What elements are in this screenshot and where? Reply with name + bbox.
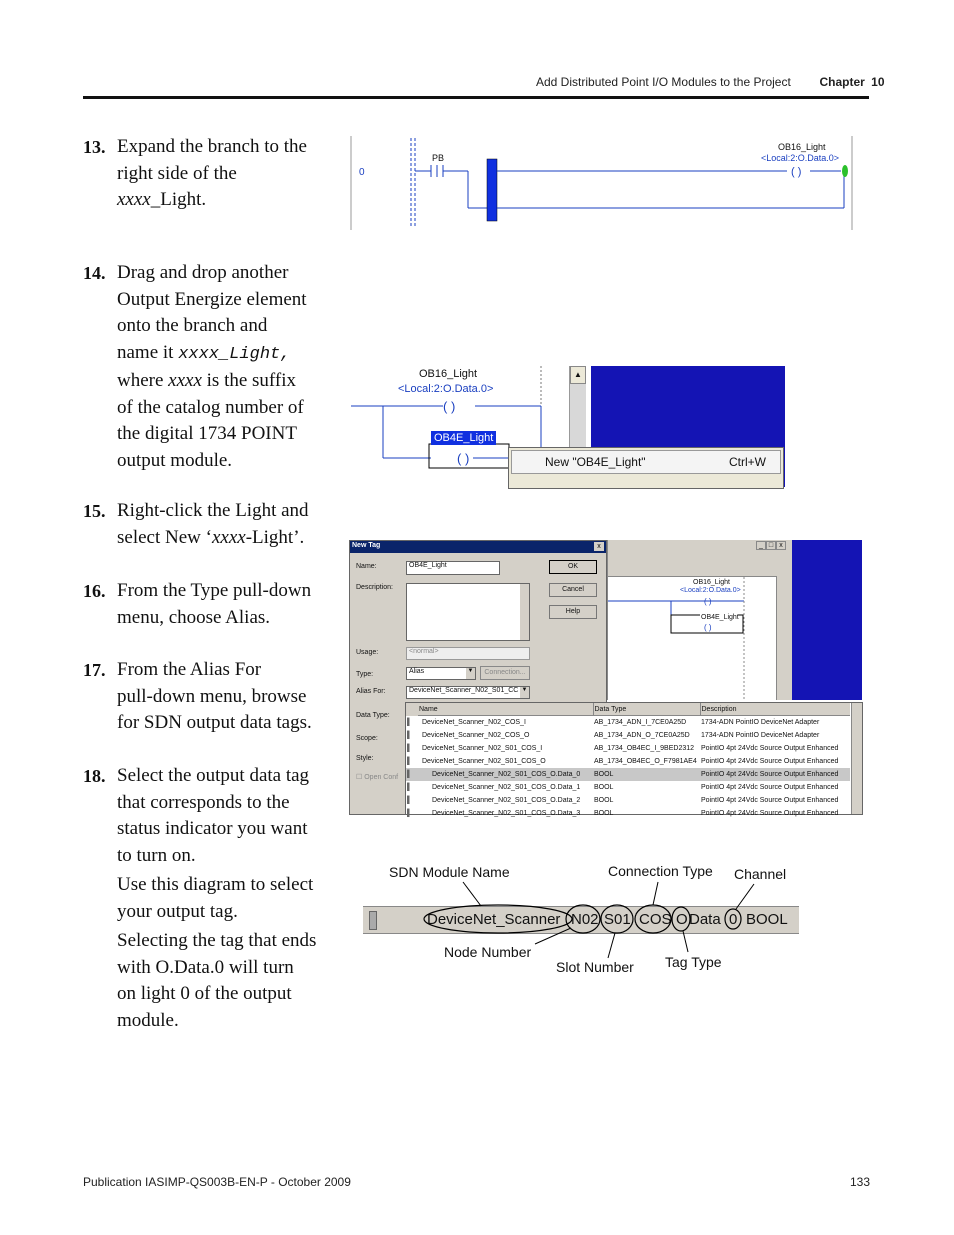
- column-header-data-type[interactable]: Data Type: [593, 703, 700, 716]
- seg-data: Data: [689, 911, 721, 928]
- cell-name: DeviceNet_Scanner_N02_S01_COS_O.Data_1: [432, 784, 581, 791]
- step-line: name it xxxx_Light,: [117, 341, 291, 364]
- cell-name: DeviceNet_Scanner_N02_S01_COS_O.Data_3: [432, 810, 581, 817]
- row-marker: ▌: [407, 758, 412, 765]
- step-line: xxxx_Light.: [117, 189, 207, 210]
- chevron-down-icon: ▼: [466, 668, 475, 679]
- menu-item-new-tag[interactable]: New "OB4E_Light" Ctrl+W: [511, 450, 781, 474]
- type-select[interactable]: Alias ▼: [406, 667, 476, 680]
- step-line: onto the branch and: [117, 315, 268, 336]
- row-marker: ▌: [407, 732, 412, 739]
- maximize-button[interactable]: □: [766, 541, 776, 550]
- row-marker: ▌: [407, 810, 412, 817]
- name-label: Name:: [356, 563, 377, 570]
- style-label: Style:: [356, 755, 374, 762]
- table-row[interactable]: [406, 768, 850, 781]
- step-line: the digital 1734 POINT: [117, 423, 297, 444]
- scope-label: Scope:: [356, 735, 378, 742]
- paragraph-line: Selecting the tag that ends: [117, 930, 317, 951]
- cell-description: PointIO 4pt 24Vdc Source Output Enhanced: [701, 797, 839, 804]
- ok-button[interactable]: OK: [549, 560, 597, 574]
- ladder-window: [607, 540, 862, 700]
- cell-data-type: BOOL: [594, 784, 614, 791]
- cell-name: DeviceNet_Scanner_N02_S01_COS_O: [422, 758, 546, 765]
- cell-name: DeviceNet_Scanner_N02_COS_I: [422, 719, 526, 726]
- description-textarea[interactable]: [406, 583, 530, 641]
- step-line: From the Type pull-down: [117, 580, 312, 601]
- figure-tag-anatomy: [363, 860, 803, 980]
- ladder-alias1: <Local:2:O.Data.0>: [680, 587, 741, 594]
- running-header: [536, 75, 885, 89]
- cell-description: 1734-ADN PointIO DeviceNet Adapter: [701, 719, 820, 726]
- description-label: Description:: [356, 584, 393, 591]
- tag-browser-scrollbar[interactable]: [851, 703, 862, 814]
- step-line: menu, choose Alias.: [117, 606, 271, 628]
- step-number: 15.: [83, 501, 106, 521]
- page-number: 133: [850, 1175, 871, 1189]
- label-connection-type: Connection Type: [608, 863, 713, 879]
- step-line: to turn on.: [117, 844, 196, 866]
- cell-description: PointIO 4pt 24Vdc Source Output Enhanced: [701, 784, 839, 791]
- cell-data-type: AB_1734_ADN_O_7CE0A25D: [594, 732, 690, 739]
- tag-table: [406, 703, 850, 820]
- seg-slot: S01: [604, 911, 631, 928]
- connection-button[interactable]: Connection...: [480, 666, 530, 680]
- label-slot-number: Slot Number: [556, 959, 634, 975]
- step-number: 13.: [83, 137, 106, 157]
- minimize-button[interactable]: _: [756, 541, 766, 550]
- step-line: Right-click the Light and: [117, 500, 309, 521]
- publication-id: Publication IASIMP-QS003B-EN-P - October 2009: [83, 1175, 351, 1189]
- paragraph-line: your output tag.: [117, 900, 238, 922]
- row-marker: ▌: [407, 784, 412, 791]
- context-menu: [508, 447, 784, 489]
- row-marker: ▌: [407, 718, 412, 726]
- cell-data-type: BOOL: [594, 797, 614, 804]
- svg-text:( ): ( ): [704, 597, 712, 606]
- step-line: right side of the: [117, 162, 237, 184]
- branch-cursor: [487, 159, 497, 221]
- coil-symbol: ( ): [791, 166, 802, 178]
- seg-cos: COS: [639, 911, 672, 928]
- data-type-label: Data Type:: [356, 712, 390, 719]
- row-marker: ▌: [407, 797, 412, 804]
- alias-for-select[interactable]: DeviceNet_Scanner_N02_S01_CC ▼: [406, 686, 530, 699]
- table-row[interactable]: [406, 716, 850, 730]
- step-line: for SDN output data tags.: [117, 712, 312, 733]
- cell-description: PointIO 4pt 24Vdc Source Output Enhanced: [701, 758, 839, 765]
- fig2-tag1: OB16_Light: [419, 368, 478, 380]
- step-line: that corresponds to the: [117, 791, 290, 813]
- paragraph-line: on light 0 of the output: [117, 983, 292, 1004]
- label-node-number: Node Number: [444, 944, 532, 960]
- seg-bool: BOOL: [746, 911, 788, 928]
- step-line: Output Energize element: [117, 288, 307, 310]
- fig2-tag2-label: OB4E_Light: [431, 431, 496, 445]
- table-row[interactable]: [406, 781, 850, 794]
- window-controls: [756, 541, 786, 550]
- help-button[interactable]: Help: [549, 605, 597, 619]
- section-title: Add Distributed Point I/O Modules to the Project: [536, 75, 791, 89]
- cell-name: DeviceNet_Scanner_N02_S01_COS_O.Data_2: [432, 797, 581, 804]
- rung-number: 0: [359, 167, 365, 178]
- step-line: Drag and drop another: [117, 262, 289, 283]
- cell-data-type: AB_1734_ADN_I_7CE0A25D: [594, 719, 687, 726]
- cell-data-type: AB_1734_OB4EC_I_9BED2312: [594, 745, 695, 752]
- svg-text:( ): ( ): [704, 623, 712, 632]
- table-row[interactable]: [406, 794, 850, 807]
- step-line: pull-down menu, browse: [117, 685, 307, 707]
- cell-description: PointIO 4pt 24Vdc Source Output Enhanced: [701, 771, 839, 778]
- name-input[interactable]: OB4E_Light: [406, 561, 500, 575]
- tag-browser: [405, 702, 863, 815]
- figure-new-tag-dialog: [349, 540, 861, 817]
- step-number: 16.: [83, 581, 106, 601]
- step-line: status indicator you want: [117, 818, 308, 839]
- chapter-number: 10: [871, 75, 885, 89]
- close-icon[interactable]: x: [594, 542, 604, 551]
- table-row[interactable]: [406, 807, 850, 820]
- blue-pane: [792, 540, 862, 700]
- paragraph-line: module.: [117, 1009, 179, 1031]
- anatomy-callouts: [363, 860, 803, 980]
- cell-name: DeviceNet_Scanner_N02_S01_COS_O.Data_0: [432, 771, 581, 778]
- step-number: 18.: [83, 766, 106, 786]
- step-line: Expand the branch to the: [117, 136, 307, 157]
- fig2-coil1: ( ): [443, 399, 456, 414]
- ladder-pane: [608, 576, 776, 701]
- chevron-down-icon: ▼: [520, 687, 529, 698]
- table-row[interactable]: [406, 755, 850, 768]
- paragraph-line: with O.Data.0 will turn: [117, 956, 294, 978]
- step-line: where xxxx is the suffix: [117, 370, 297, 391]
- ladder-tag1: OB16_Light: [693, 579, 730, 586]
- output-alias: <Local:2:O.Data.0>: [761, 153, 840, 163]
- column-header-name[interactable]: Name: [418, 703, 593, 716]
- label-tag-type: Tag Type: [665, 954, 722, 970]
- row-marker: ▌: [407, 771, 412, 778]
- open-config-checkbox[interactable]: ☐ Open Conf: [356, 774, 399, 781]
- cell-data-type: AB_1734_OB4EC_O_F7981AE4: [594, 758, 697, 765]
- close-button[interactable]: x: [776, 541, 786, 550]
- label-module-name: SDN Module Name: [389, 864, 510, 880]
- usage-label: Usage:: [356, 649, 379, 656]
- seg-scanner: DeviceNet_Scanner: [427, 911, 561, 928]
- scroll-up-arrow-icon[interactable]: ▲: [570, 366, 586, 384]
- step-number: 17.: [83, 660, 106, 680]
- table-row[interactable]: [406, 729, 850, 742]
- step-line: Select the output data tag: [117, 765, 310, 786]
- step-line: From the Alias For: [117, 659, 262, 680]
- cell-description: 1734-ADN PointIO DeviceNet Adapter: [701, 732, 820, 739]
- header-rule: [83, 96, 869, 99]
- row-marker: ▌: [407, 745, 412, 752]
- fig2-alias1: <Local:2:O.Data.0>: [398, 383, 494, 395]
- step-line: select New ‘xxxx-Light’.: [117, 526, 305, 548]
- cell-name: DeviceNet_Scanner_N02_S01_COS_I: [422, 745, 543, 752]
- cell-description: PointIO 4pt 24Vdc Source Output Enhanced: [701, 745, 839, 752]
- cell-name: DeviceNet_Scanner_N02_COS_O: [422, 732, 530, 739]
- table-row[interactable]: [406, 742, 850, 755]
- seg-o: O: [676, 911, 688, 928]
- rung-end-marker: [842, 165, 848, 177]
- cancel-button[interactable]: Cancel: [549, 583, 597, 597]
- seg-node: N02: [571, 911, 599, 928]
- step-line: output module.: [117, 449, 233, 471]
- figure-ladder-branch: [351, 136, 853, 230]
- chapter-label: Chapter: [819, 75, 865, 89]
- label-channel: Channel: [734, 866, 787, 882]
- fig2-coil2: ( ): [457, 451, 470, 466]
- dialog-titlebar: New Tag x: [350, 541, 606, 553]
- type-label: Type:: [356, 671, 374, 678]
- column-header-description[interactable]: Description: [700, 703, 850, 716]
- cell-data-type: BOOL: [594, 810, 614, 817]
- step-line: of the catalog number of: [117, 396, 304, 418]
- input-tag: PB: [432, 153, 445, 163]
- ladder-scrollbar[interactable]: [776, 576, 785, 700]
- usage-select[interactable]: <normal>: [406, 647, 530, 660]
- ladder-tag2: OB4E_Light: [701, 614, 739, 621]
- alias-for-label: Alias For:: [356, 688, 386, 695]
- output-tag: OB16_Light: [778, 142, 826, 152]
- step-number: 14.: [83, 263, 106, 283]
- paragraph-line: Use this diagram to select: [117, 874, 314, 895]
- cell-data-type: BOOL: [594, 771, 614, 778]
- figure-context-menu: [351, 366, 785, 487]
- seg-zero: 0: [729, 911, 738, 928]
- cell-description: PointIO 4pt 24Vdc Source Output Enhanced: [701, 810, 839, 817]
